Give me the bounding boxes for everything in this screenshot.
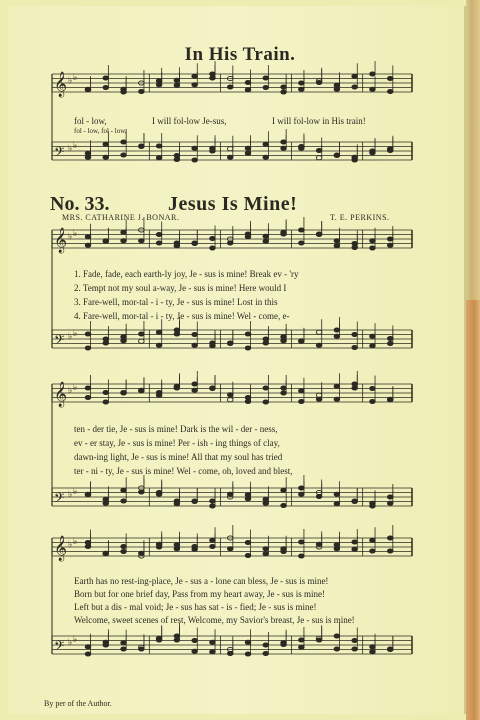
note-head	[370, 549, 376, 553]
note-head	[334, 547, 340, 551]
note-head	[352, 155, 358, 159]
permission-footer: By per of the Author.	[44, 699, 112, 708]
note-head	[121, 544, 127, 548]
note-head	[174, 157, 180, 161]
note-head	[121, 153, 127, 157]
note-head	[156, 492, 162, 496]
note-head	[227, 492, 233, 496]
note-head	[316, 494, 322, 498]
note-head	[210, 246, 216, 250]
note-head	[299, 554, 305, 558]
bass-clef-icon: 𝄢	[54, 144, 65, 163]
note-head	[299, 87, 305, 91]
note-head	[263, 85, 269, 89]
note-head	[227, 651, 233, 655]
note-head	[352, 638, 358, 642]
note-head	[299, 81, 305, 85]
note-head	[281, 391, 287, 395]
note-head	[156, 638, 162, 642]
note-head	[387, 501, 393, 505]
note-head	[299, 389, 305, 393]
note-head	[192, 499, 198, 503]
note-head	[103, 155, 109, 159]
verse-line: ten - der tie, Je - sus is mine! Dark is the wil - der - ness,	[74, 424, 278, 434]
note-head	[316, 343, 322, 347]
flat-icon: ♭	[68, 332, 73, 342]
note-head	[281, 642, 287, 646]
note-head	[156, 390, 162, 394]
hymn-title-in-his-train: In His Train.	[184, 44, 296, 65]
note-head	[352, 647, 358, 651]
note-head	[210, 341, 216, 345]
note-head	[174, 332, 180, 336]
note-head	[370, 399, 376, 403]
note-head	[281, 85, 287, 89]
note-head	[139, 332, 145, 336]
note-head	[263, 234, 269, 238]
note-head	[174, 78, 180, 82]
note-head	[316, 156, 322, 160]
note-head	[103, 400, 109, 404]
note-head	[139, 144, 145, 148]
note-head	[352, 386, 358, 390]
note-head	[334, 87, 340, 91]
note-head	[352, 540, 358, 544]
note-head	[85, 332, 91, 336]
flat-icon: ♭	[68, 76, 73, 86]
note-head	[352, 345, 358, 349]
note-head	[210, 146, 216, 150]
note-head	[210, 76, 216, 80]
author-credit: MRS. CATHARINE J. BONAR.	[62, 213, 180, 222]
note-head	[192, 388, 198, 392]
note-head	[316, 330, 322, 334]
note-head	[121, 499, 127, 503]
flat-icon: ♭	[68, 386, 73, 396]
note-head	[121, 647, 127, 651]
note-head	[174, 638, 180, 642]
lyric-follow-train: I will fol-low in His train!	[272, 116, 366, 126]
note-head	[245, 80, 251, 84]
note-head	[85, 645, 91, 649]
note-head	[387, 549, 393, 553]
note-head	[263, 76, 269, 80]
note-head	[245, 497, 251, 501]
note-head	[210, 544, 216, 548]
note-head	[263, 547, 269, 551]
note-head	[245, 232, 251, 236]
note-head	[263, 400, 269, 404]
note-head	[299, 146, 305, 150]
note-head	[103, 142, 109, 146]
flat-icon: ♭	[68, 490, 73, 500]
note-head	[85, 346, 91, 350]
note-head	[334, 492, 340, 496]
verse-line: dawn-ing light, Je - sus is mine! All that my soul has tried	[74, 452, 283, 462]
note-head	[299, 645, 305, 649]
note-head	[370, 151, 376, 155]
note-head	[245, 151, 251, 155]
note-head	[227, 147, 233, 151]
lyric-follow: fol - low,	[74, 116, 107, 126]
note-head	[334, 334, 340, 338]
note-head	[227, 85, 233, 89]
note-head	[334, 397, 340, 401]
note-head	[227, 155, 233, 159]
note-head	[245, 332, 251, 336]
treble-clef-icon: 𝄞	[54, 382, 68, 407]
verse-line: Born but for one brief day, Pass from my heart away, Je - sus is mine!	[74, 589, 326, 599]
note-head	[121, 230, 127, 234]
treble-clef-icon: 𝄞	[54, 536, 68, 561]
note-head	[210, 504, 216, 508]
note-head	[245, 640, 251, 644]
note-head	[387, 89, 393, 93]
note-head	[139, 551, 145, 555]
verse-line: Welcome, sweet scenes of rest, Welcome, my Savior's breast, Je - sus is mine!	[74, 615, 355, 625]
note-head	[370, 501, 376, 505]
note-head	[156, 156, 162, 160]
note-head	[156, 542, 162, 546]
flat-icon: ♭	[73, 73, 78, 83]
note-head	[299, 399, 305, 403]
note-head	[85, 235, 91, 239]
note-head	[192, 343, 198, 347]
note-head	[281, 503, 287, 507]
note-head	[227, 547, 233, 551]
note-head	[370, 344, 376, 348]
note-head	[281, 386, 287, 390]
note-head	[263, 386, 269, 390]
note-head	[227, 241, 233, 245]
note-head	[370, 334, 376, 338]
note-head	[85, 87, 91, 91]
bass-clef-icon: 𝄢	[54, 490, 65, 509]
note-head	[245, 399, 251, 403]
note-head	[387, 536, 393, 540]
flat-icon: ♭	[73, 383, 78, 393]
note-head	[281, 488, 287, 492]
note-head	[316, 148, 322, 152]
note-head	[103, 239, 109, 243]
note-head	[334, 153, 340, 157]
note-head	[85, 386, 91, 390]
note-head	[299, 492, 305, 496]
note-head	[334, 328, 340, 332]
note-head	[334, 634, 340, 638]
lyric-follow-jesus: I will fol-low Je-sus,	[152, 116, 227, 126]
note-head	[85, 544, 91, 548]
note-head	[121, 488, 127, 492]
note-head	[210, 499, 216, 503]
note-head	[263, 142, 269, 146]
note-head	[174, 241, 180, 245]
note-head	[174, 83, 180, 87]
note-head	[192, 146, 198, 150]
verse-line: Earth has no rest-ing-place, Je - sus a - lone can bless, Je - sus is mine!	[74, 576, 329, 586]
verse-line: 3. Fare-well, mor-tal - i - ty, Je - sus is mine! Lost in this	[74, 297, 278, 307]
flat-icon: ♭	[68, 540, 73, 550]
note-head	[103, 85, 109, 89]
note-head	[370, 386, 376, 390]
flat-icon: ♭	[68, 144, 73, 154]
note-head	[156, 144, 162, 148]
note-head	[103, 341, 109, 345]
flat-icon: ♭	[73, 487, 78, 497]
note-head	[103, 501, 109, 505]
note-head	[316, 397, 322, 401]
note-head	[139, 388, 145, 392]
note-head	[299, 241, 305, 245]
note-head	[387, 76, 393, 80]
flat-icon: ♭	[73, 635, 78, 645]
flat-icon: ♭	[73, 537, 78, 547]
note-head	[334, 502, 340, 506]
note-head	[139, 647, 145, 651]
note-head	[263, 239, 269, 243]
note-head	[192, 241, 198, 245]
hymn-number: No. 33.	[50, 193, 110, 215]
verse-line: 1. Fade, fade, each earth-ly joy, Je - sus is mine! Break ev - 'ry	[74, 269, 299, 279]
note-head	[121, 390, 127, 394]
note-head	[263, 501, 269, 505]
note-head	[121, 239, 127, 243]
note-head	[139, 239, 145, 243]
note-head	[352, 547, 358, 551]
note-head	[245, 88, 251, 92]
note-head	[192, 83, 198, 87]
note-head	[299, 540, 305, 544]
note-head	[299, 638, 305, 642]
note-head	[334, 384, 340, 388]
note-head	[139, 339, 145, 343]
note-head	[299, 486, 305, 490]
note-head	[263, 341, 269, 345]
note-head	[245, 540, 251, 544]
note-head	[192, 382, 198, 386]
note-head	[387, 243, 393, 247]
note-head	[387, 237, 393, 241]
note-head	[245, 346, 251, 350]
note-head	[334, 244, 340, 248]
note-head	[281, 140, 287, 144]
note-head	[156, 83, 162, 87]
note-head	[387, 397, 393, 401]
verse-line: Left but a dis - mal void; Je - sus has sat - is - fied; Je - sus is mine!	[74, 602, 317, 612]
note-head	[121, 339, 127, 343]
flat-icon: ♭	[68, 638, 73, 648]
verse-line: ter - ni - ty, Je - sus is mine! Wel - come, oh, loved and blest,	[74, 466, 293, 476]
flat-icon: ♭	[73, 141, 78, 151]
bass-clef-icon: 𝄢	[54, 638, 65, 657]
note-head	[387, 495, 393, 499]
note-head	[281, 90, 287, 94]
note-head	[316, 542, 322, 546]
note-head	[210, 650, 216, 654]
note-head	[156, 232, 162, 236]
note-head	[210, 386, 216, 390]
note-head	[174, 547, 180, 551]
note-head	[370, 538, 376, 542]
note-head	[281, 547, 287, 551]
note-head	[210, 640, 216, 644]
note-head	[316, 638, 322, 642]
treble-clef-icon: 𝄞	[54, 72, 68, 97]
hymn-title: Jesus Is Mine!	[168, 193, 298, 215]
note-head	[156, 343, 162, 347]
note-head	[139, 89, 145, 93]
note-head	[352, 74, 358, 78]
note-head	[316, 80, 322, 84]
flat-icon: ♭	[73, 229, 78, 239]
note-head	[299, 228, 305, 232]
note-head	[370, 246, 376, 250]
note-head	[85, 395, 91, 399]
note-head	[370, 72, 376, 76]
note-head	[103, 640, 109, 644]
flat-icon: ♭	[68, 232, 73, 242]
note-head	[387, 148, 393, 152]
note-head	[263, 155, 269, 159]
note-head	[263, 552, 269, 556]
note-head	[370, 87, 376, 91]
note-head	[85, 492, 91, 496]
note-head	[192, 638, 198, 642]
note-head	[245, 146, 251, 150]
verse-line: 2. Tempt not my soul a-way, Je - sus is mine! Here would I	[74, 283, 287, 293]
note-head	[281, 339, 287, 343]
note-head	[245, 652, 251, 656]
note-head	[192, 158, 198, 162]
lyric-follow-small: fol - low, fol - low,	[74, 127, 127, 135]
note-head	[192, 74, 198, 78]
note-head	[352, 245, 358, 249]
note-head	[103, 76, 109, 80]
note-head	[387, 647, 393, 651]
note-head	[156, 241, 162, 245]
note-head	[316, 232, 322, 236]
note-head	[245, 553, 251, 557]
note-head	[281, 232, 287, 236]
verse-line: 4. Fare-well, mor-tal - i - ty, Je - sus is mine! Wel - come, e-	[74, 311, 290, 321]
note-head	[156, 330, 162, 334]
note-head	[370, 645, 376, 649]
note-head	[210, 236, 216, 240]
note-head	[370, 650, 376, 654]
verse-line: ev - er stay, Je - sus is mine! Per - ish - ing things of clay,	[74, 438, 280, 448]
note-head	[210, 538, 216, 542]
note-head	[139, 490, 145, 494]
note-head	[352, 332, 358, 336]
note-head	[103, 390, 109, 394]
note-head	[227, 393, 233, 397]
note-head	[227, 341, 233, 345]
note-head	[121, 87, 127, 91]
flat-icon: ♭	[73, 329, 78, 339]
composer-credit: T. E. PERKINS.	[330, 213, 390, 222]
note-head	[370, 239, 376, 243]
bass-clef-icon: 𝄢	[54, 332, 65, 351]
note-head	[192, 332, 198, 336]
note-head	[334, 647, 340, 651]
note-head	[121, 641, 127, 645]
note-head	[299, 339, 305, 343]
note-head	[263, 643, 269, 647]
note-head	[352, 85, 358, 89]
note-head	[387, 336, 393, 340]
note-head	[334, 239, 340, 243]
note-head	[121, 549, 127, 553]
note-head	[263, 651, 269, 655]
note-head	[281, 146, 287, 150]
note-head	[121, 140, 127, 144]
note-head	[387, 341, 393, 345]
note-head	[174, 386, 180, 390]
note-head	[85, 155, 91, 159]
note-head	[192, 649, 198, 653]
note-head	[227, 398, 233, 402]
note-head	[85, 652, 91, 656]
note-head	[85, 243, 91, 247]
note-head	[103, 551, 109, 555]
note-head	[352, 499, 358, 503]
note-head	[192, 544, 198, 548]
note-head	[174, 499, 180, 503]
treble-clef-icon: 𝄞	[54, 228, 68, 253]
